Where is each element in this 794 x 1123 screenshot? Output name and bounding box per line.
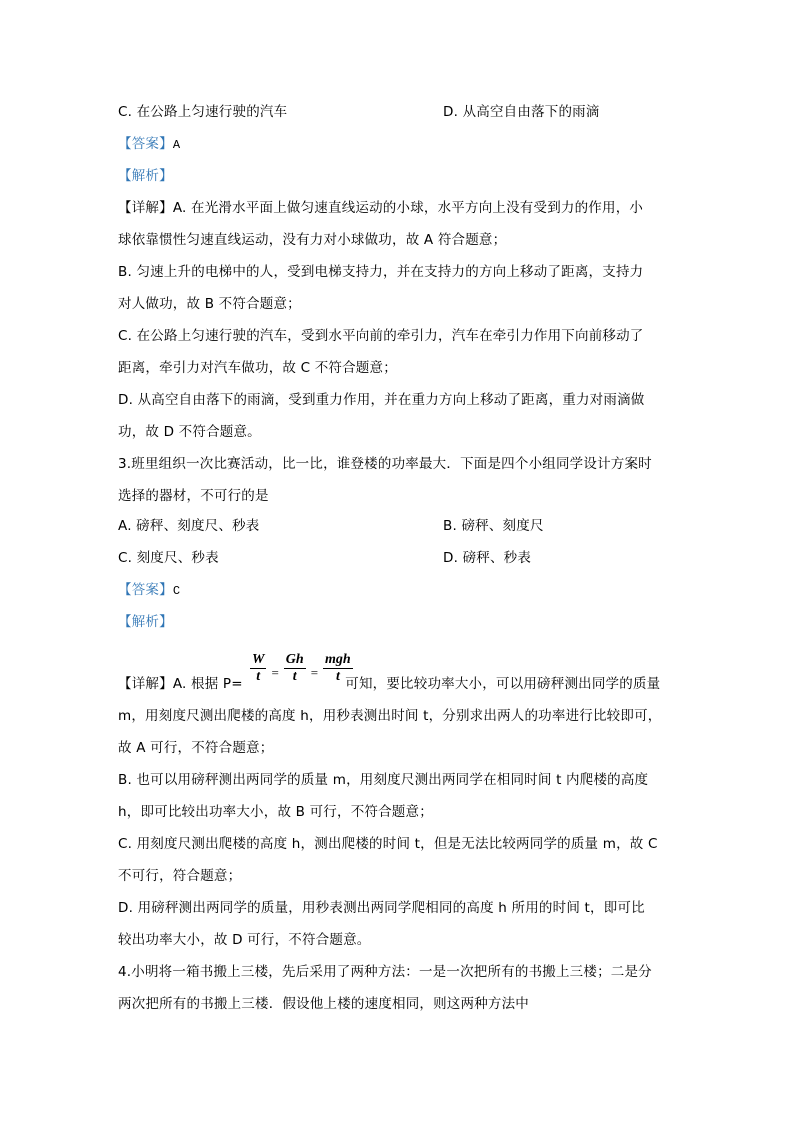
q3-analysis-label bbox=[118, 612, 173, 632]
q2-detail-line-1 bbox=[118, 198, 643, 218]
q3-detail-line-7: 不可行，符合题意； bbox=[118, 868, 242, 884]
detail-suffix: 可知，要比较功率大小，可以用磅秤测出同学的质量 bbox=[340, 676, 661, 692]
detail-prefix: A. 根据 P= bbox=[172, 676, 243, 692]
q3-detail-line-3: 故 A 可行，不符合题意； bbox=[118, 740, 274, 756]
q3-option-d: D. 磅秤、秒表 bbox=[443, 550, 532, 566]
q3-stem-line-2: 选择的器材，不可行的是 bbox=[118, 488, 269, 504]
detail-label: 【详解】 bbox=[118, 200, 173, 216]
answer-label: 【答案】 bbox=[118, 582, 173, 598]
q3-option-c: C. 刻度尺、秒表 bbox=[118, 550, 219, 566]
answer-value: A bbox=[172, 138, 181, 152]
q2-detail-line-7: D. 从高空自由落下的雨滴，受到重力作用，并在重力方向上移动了距离，重力对雨滴做 bbox=[118, 392, 645, 408]
q2-analysis-label bbox=[118, 166, 173, 186]
q3-detail-line-2: m，用刻度尺测出爬楼的高度 h，用秒表测出时间 t，分别求出两人的功率进行比较即可， bbox=[118, 708, 662, 724]
analysis-label: 【解析】 bbox=[118, 614, 173, 630]
q3-option-b: B. 磅秤、刻度尺 bbox=[443, 518, 544, 534]
fraction-mgh-over-t: $\frac{\text{mgh}}{t}$ bbox=[325, 651, 351, 684]
q2-detail-line-5: C. 在公路上匀速行驶的汽车，受到水平向前的牵引力，汽车在牵引力作用下向前移动了 bbox=[118, 328, 644, 344]
q3-answer bbox=[118, 580, 180, 601]
fraction-gh-over-t: $\frac{Gh}{t}$ bbox=[285, 651, 304, 684]
q3-detail-line-6: C. 用刻度尺测出爬楼的高度 h，测出爬楼的时间 t，但是无法比较两同学的质量 m，故 C bbox=[118, 836, 658, 852]
q3-option-a: A. 磅秤、刻度尺、秒表 bbox=[118, 518, 260, 534]
q2-detail-line-2: 球依靠惯性匀速直线运动，没有力对小球做功，故 A 符合题意； bbox=[118, 232, 507, 248]
q4-stem-line-2: 两次把所有的书搬上三楼．假设他上楼的速度相同，则这两种方法中 bbox=[118, 996, 529, 1012]
detail-text: A. 在光滑水平面上做匀速直线运动的小球，水平方向上没有受到力的作用，小 bbox=[172, 200, 644, 216]
q3-detail-line-8: D. 用磅秤测出两同学的质量，用秒表测出两同学爬相同的高度 h 所用的时间 t，即可比 bbox=[118, 900, 645, 916]
q2-answer bbox=[118, 134, 180, 155]
q2-detail-line-3: B. 匀速上升的电梯中的人，受到电梯支持力，并在支持力的方向上移动了距离，支持力 bbox=[118, 264, 644, 280]
q3-detail-line-5: h，即可比较出功率大小，故 B 可行，不符合题意； bbox=[118, 804, 433, 820]
q2-detail-line-6: 距离，牵引力对汽车做功，故 C 不符合题意； bbox=[118, 360, 397, 376]
detail-label: 【详解】 bbox=[118, 676, 173, 692]
q2-option-d: D. 从高空自由落下的雨滴 bbox=[443, 104, 600, 120]
power-formula: $\frac{W}{t}$ = $\frac{Gh}{t}$ = $\frac{\text{mgh}}{t}$ bbox=[252, 651, 351, 684]
q2-detail-line-4: 对人做功，故 B 不符合题意； bbox=[118, 296, 301, 312]
q3-detail-line-9: 较出功率大小，故 D 可行，不符合题意。 bbox=[118, 932, 371, 948]
q3-detail-line-1 bbox=[118, 674, 660, 694]
q3-stem-line-1: 3.班里组织一次比赛活动，比一比，谁登楼的功率最大．下面是四个小组同学设计方案时 bbox=[118, 456, 652, 472]
q4-stem-line-1: 4.小明将一箱书搬上三楼，先后采用了两种方法：一是一次把所有的书搬上三楼；二是分 bbox=[118, 964, 652, 980]
answer-value: C bbox=[172, 584, 181, 598]
fraction-w-over-t: $\frac{W}{t}$ bbox=[252, 651, 265, 684]
analysis-label: 【解析】 bbox=[118, 168, 173, 184]
answer-label: 【答案】 bbox=[118, 136, 173, 152]
q2-detail-line-8: 功，故 D 不符合题意。 bbox=[118, 424, 261, 440]
q3-detail-line-4: B. 也可以用磅秤测出两同学的质量 m，用刻度尺测出两同学在相同时间 t 内爬楼的高度 bbox=[118, 772, 649, 788]
q2-option-c: C. 在公路上匀速行驶的汽车 bbox=[118, 104, 288, 120]
